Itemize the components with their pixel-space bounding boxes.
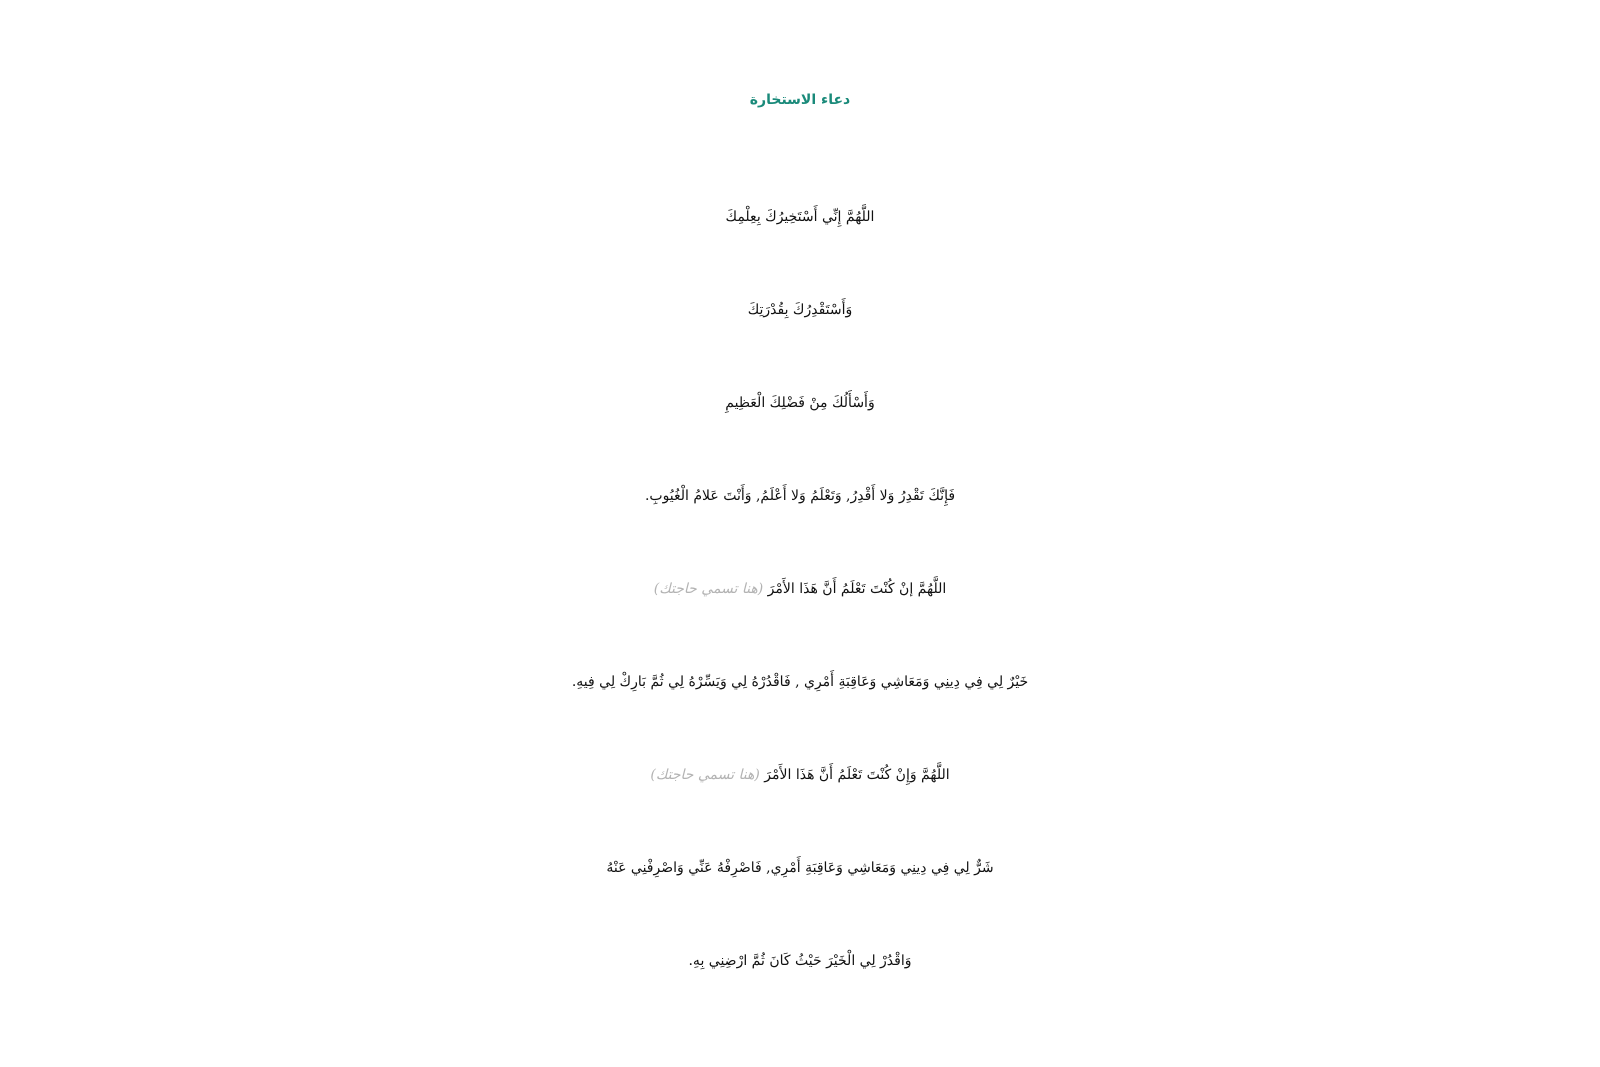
dua-line-6: خَيْرٌ لِي فِي دِينِي وَمَعَاشِي وَعَاقِبَةِ أَمْرِي , فَاقْدُرْهُ لِي وَيَسِّرْهُ لِي ثُمَّ بَارِكْ لِي فِيهِ.: [571, 674, 1029, 690]
dua-line-8: شَرٌّ لِي فِي دِينِي وَمَعَاشِي وَعَاقِبَةِ أَمْرِي, فَاصْرِفْهُ عَنِّي وَاصْرِفْنِي عَنْهُ: [606, 860, 994, 876]
dua-line-5: [0, 554, 1600, 624]
dua-line-7-text: اللَّهُمَّ وَإِنْ كُنْتَ تَعْلَمُ أَنَّ هَذَا الأَمْرَ: [764, 767, 950, 783]
placeholder-note-1: (هنا تسمي حاجتك): [653, 581, 764, 597]
page-title: دعاء الاستخارة: [749, 92, 851, 108]
dua-line-9: وَاقْدُرْ لِي الْخَيْرَ حَيْثُ كَانَ ثُمَّ ارْضِنِي بِهِ.: [688, 953, 912, 969]
placeholder-note-2: (هنا تسمي حاجتك): [650, 767, 760, 783]
dua-line-5-text: اللَّهُمَّ إنْ كُنْتَ تَعْلَمُ أَنَّ هَذَا الأَمْرَ: [767, 581, 947, 597]
dua-line-2: وَأَسْتَقْدِرُكَ بِقُدْرَتِكَ: [747, 302, 853, 318]
dua-line-1: اللَّهُمَّ إِنِّي أَسْتَخِيرُكَ بِعِلْمِكَ: [725, 209, 875, 225]
dua-line-4: فَإِنَّكَ تَقْدِرُ وَلا أَقْدِرُ, وَتَعْلَمُ وَلا أَعْلَمُ, وَأَنْتَ عَلامُ الْغُيُوبِ.: [644, 488, 956, 504]
dua-line-3: وَأَسْأَلُكَ مِنْ فَضْلِكَ الْعَظِيمِ: [725, 395, 875, 411]
dua-line-7: [0, 740, 1600, 810]
